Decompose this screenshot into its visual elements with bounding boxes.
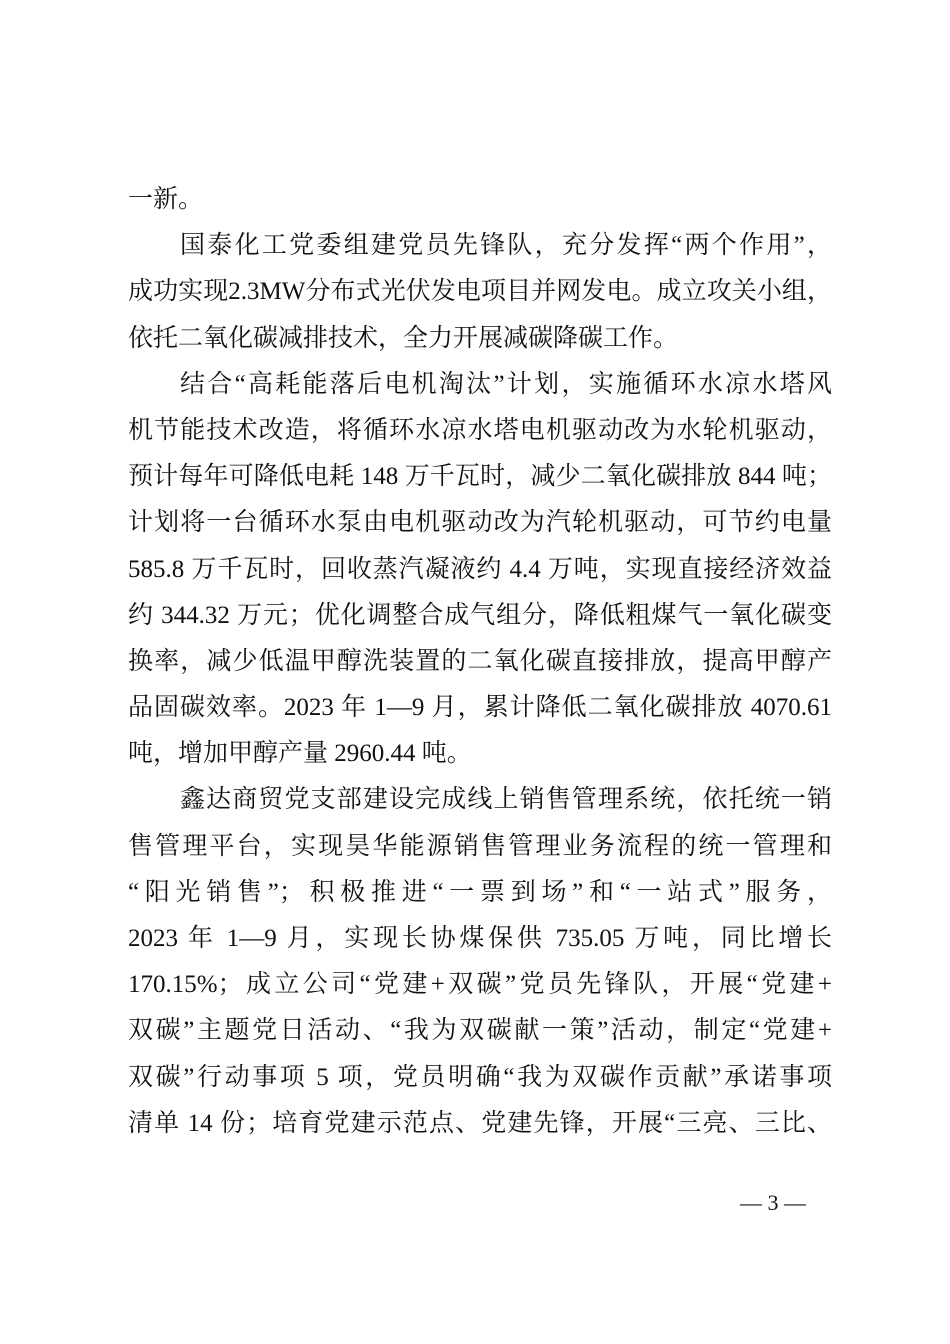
text-line: 预计每年可降低电耗 148 万千瓦时，减少二氧化碳排放 844 吨； xyxy=(128,463,832,491)
text-line: 585.8 万千瓦时，回收蒸汽凝液约 4.4 万吨，实现直接经济效益 xyxy=(128,555,832,583)
text-line: 成功实现2.3MW分布式光伏发电项目并网发电。成立攻关小组， xyxy=(128,278,832,306)
text-line: 换率，减少低温甲醇洗装置的二氧化碳直接排放，提高甲醇产 xyxy=(128,647,832,675)
page-number: — 3 — xyxy=(740,1190,806,1215)
text-line: 机节能技术改造，将循环水凉水塔电机驱动改为水轮机驱动， xyxy=(128,416,832,444)
text-line: 鑫达商贸党支部建设完成线上销售管理系统，依托统一销 xyxy=(180,786,832,814)
text-line: “阳光销售”；积极推进“一票到场”和“一站式”服务， xyxy=(128,878,832,906)
text-line: 2023 年 1—9 月，实现长协煤保供 735.05 万吨，同比增长 xyxy=(128,925,832,952)
text-line: 售管理平台，实现昊华能源销售管理业务流程的统一管理和 xyxy=(128,832,832,860)
text-line: 约 344.32 万元；优化调整合成气组分，降低粗煤气一氧化碳变 xyxy=(128,601,832,629)
text-line: 双碳”主题党日活动、“我为双碳献一策”活动，制定“党建+ xyxy=(128,1017,832,1045)
text-line: 清单 14 份；培育党建示范点、党建先锋，开展“三亮、三比、 xyxy=(128,1109,832,1137)
text-line: 双碳”行动事项 5 项，党员明确“我为双碳作贡献”承诺事项 xyxy=(128,1063,832,1091)
text-line: 品固碳效率。2023 年 1—9 月，累计降低二氧化碳排放 4070.61 xyxy=(128,694,832,722)
text-line: 国泰化工党委组建党员先锋队，充分发挥“两个作用”， xyxy=(180,232,832,260)
body-text xyxy=(128,177,832,1147)
text-line: 170.15%；成立公司“党建+双碳”党员先锋队，开展“党建+ xyxy=(128,971,832,999)
text-line: 依托二氧化碳减排技术，全力开展减碳降碳工作。 xyxy=(128,324,679,352)
text-line: 计划将一台循环水泵由电机驱动改为汽轮机驱动，可节约电量 xyxy=(128,509,832,537)
text-line: 结合“高耗能落后电机淘汰”计划，实施循环水凉水塔风 xyxy=(180,370,832,398)
text-line: 吨，增加甲醇产量 2960.44 吨。 xyxy=(128,740,472,768)
text-line: 一新。 xyxy=(128,186,204,213)
